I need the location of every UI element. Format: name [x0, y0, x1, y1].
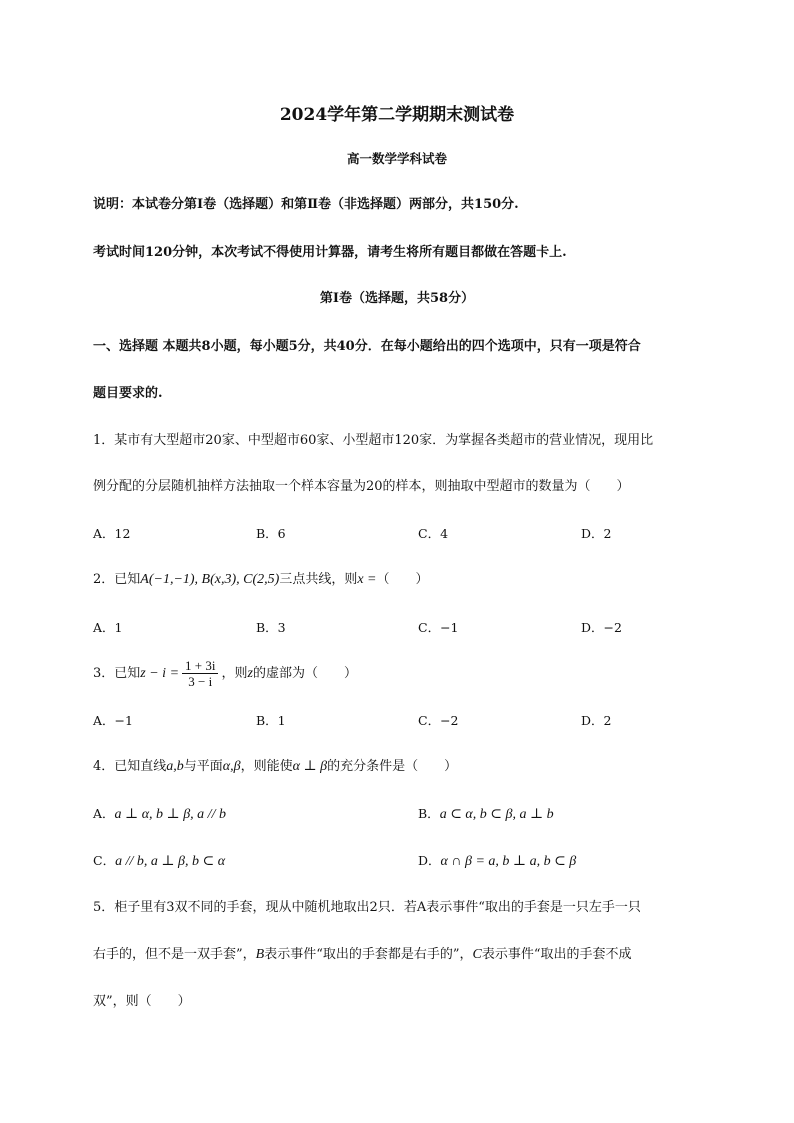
q5-event-c: C: [472, 947, 482, 962]
q3-prefix: 3．已知: [93, 666, 141, 681]
q2-prefix: 2．已知: [93, 572, 141, 587]
q4-mid2: ，则能使: [240, 759, 293, 774]
q3-fraction-denominator: 3 − i: [188, 674, 213, 689]
q1-option-a: A．12: [93, 526, 131, 541]
q4-prefix: 4．已知直线: [93, 759, 167, 774]
exam-note-1: 说明：本试卷分第Ⅰ卷（选择题）和第Ⅱ卷（非选择题）两部分，共150分.: [93, 197, 519, 212]
q4-lines: a,b: [166, 759, 184, 774]
q4-text: [93, 758, 457, 776]
q4-suffix: 的充分条件是（ ）: [327, 759, 458, 774]
q4-option-c-label: C．: [93, 853, 116, 868]
q5-line2-c: 表示事件“取出的手套都是右手的”，: [264, 947, 473, 962]
q3-fraction-numerator: 1 + 3i: [182, 658, 218, 674]
q4-option-a-expr: a ⊥ α, b ⊥ β, a // b: [114, 807, 226, 822]
q3-var: z: [247, 666, 253, 681]
exam-subtitle: 高一数学学科试卷: [346, 151, 447, 166]
q1-text-line2: 例分配的分层随机抽样方法抽取一个样本容量为20的样本，则抽取中型超市的数量为（ ）: [93, 479, 630, 494]
q3-option-c: C．−2: [418, 713, 459, 728]
q5-line2-e: 表示事件“取出的手套不成: [481, 947, 632, 962]
q2-option-d: D．−2: [581, 620, 622, 635]
q5-line2-a: 右手的，但不是一双手套”，: [93, 947, 256, 962]
q3-text: [93, 656, 357, 692]
q2-var: x =: [357, 572, 377, 587]
q4-option-b-expr: a ⊂ α, b ⊂ β, a ⊥ b: [439, 807, 554, 822]
q4-planes: α,β: [222, 759, 241, 774]
q1-option-d: D．2: [581, 526, 612, 541]
exam-note-2: 考试时间120分钟，本次考试不得使用计算器，请考生将所有题目都做在答题卡上.: [93, 245, 567, 260]
q2-option-c: C．−1: [418, 620, 459, 635]
q4-option-a: [93, 805, 226, 824]
q5-text-line3: 双”，则（ ）: [93, 994, 191, 1009]
q2-option-a: A．1: [93, 620, 123, 635]
q5-event-b: B: [255, 947, 265, 962]
q5-text-line1: 5．柜子里有3双不同的手套，现从中随机地取出2只．若A表示事件“取出的手套是一只左手一只: [93, 900, 641, 915]
q3-mid: ，则: [221, 666, 248, 681]
q2-suffix: （ ）: [376, 572, 429, 587]
q4-option-c: [93, 852, 225, 871]
exam-title: 2024学年第二学期期末测试卷: [279, 105, 515, 125]
q2-option-b: B．3: [256, 620, 286, 635]
q5-text-line2: [93, 946, 632, 964]
section1-intro-line1: 一、选择题 本题共8小题，每小题5分，共40分．在每小题给出的四个选项中，只有一项是符合: [93, 339, 641, 354]
q3-option-a: A．−1: [93, 713, 133, 728]
q4-condition: α ⊥ β: [292, 759, 328, 774]
q3-option-b: B．1: [256, 713, 286, 728]
q1-option-b: B．6: [256, 526, 286, 541]
q1-text-line1: 1．某市有大型超市20家、中型超市60家、小型超市120家．为掌握各类超市的营业情况，现用比: [93, 433, 654, 448]
q4-option-b-label: B．: [418, 806, 440, 821]
q4-option-a-label: A．: [93, 806, 115, 821]
part1-title: 第Ⅰ卷（选择题，共58分）: [319, 291, 475, 306]
q4-mid1: 与平面: [183, 759, 223, 774]
q3-suffix: 的虚部为（ ）: [252, 666, 357, 681]
q3-fraction: [182, 658, 218, 689]
q2-points-expr: A(−1,−1), B(x,3), C(2,5): [140, 572, 280, 587]
q2-mid: 三点共线，则: [279, 572, 358, 587]
q2-text: [93, 571, 429, 589]
q4-option-c-expr: a // b, a ⊥ β, b ⊂ α: [115, 854, 226, 869]
q4-option-d-label: D．: [418, 853, 441, 868]
q4-option-b: [418, 805, 554, 824]
q3-lhs: z − i =: [140, 666, 180, 681]
q4-option-d: [418, 852, 576, 871]
q4-option-d-expr: α ∩ β = a, b ⊥ a, b ⊂ β: [440, 854, 577, 869]
section1-intro-line2: 题目要求的.: [93, 386, 163, 401]
q1-option-c: C．4: [418, 526, 449, 541]
q3-option-d: D．2: [581, 713, 612, 728]
